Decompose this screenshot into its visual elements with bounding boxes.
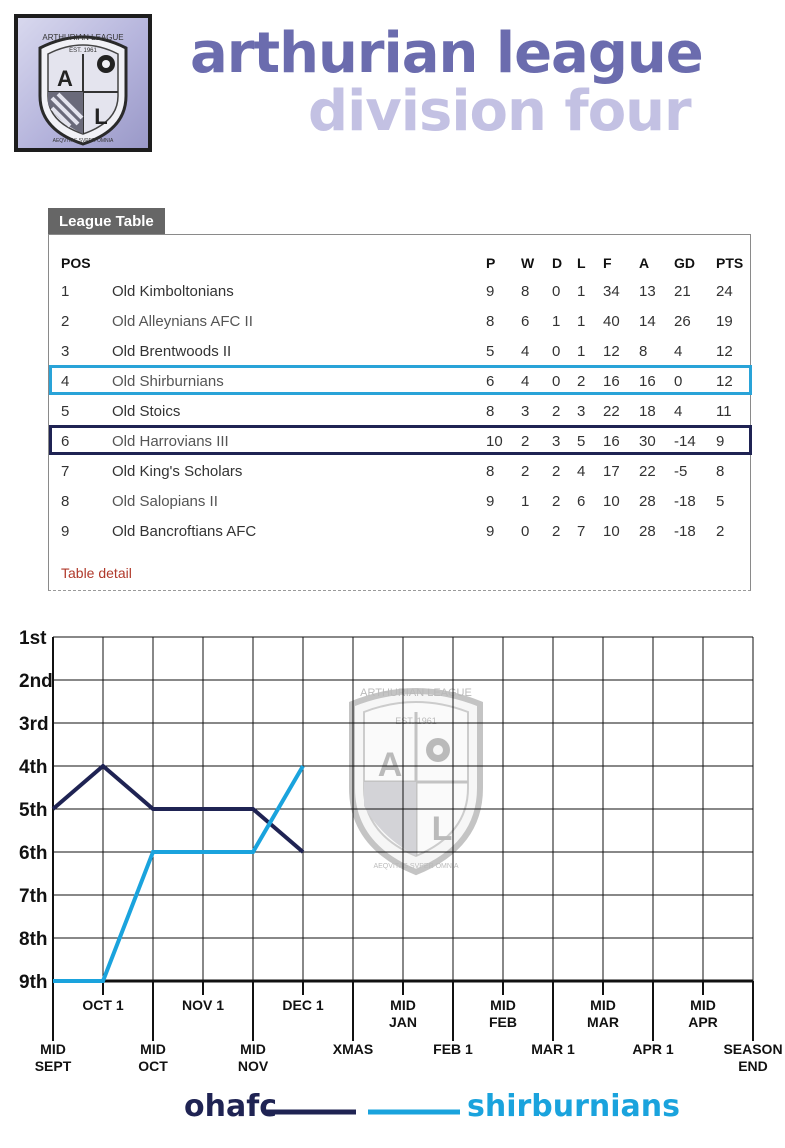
- table-cell: 0: [674, 373, 683, 390]
- table-cell: 30: [639, 433, 656, 450]
- table-cell: 2: [552, 463, 561, 480]
- table-cell: 9: [486, 493, 495, 510]
- table-cell: 7: [577, 523, 586, 540]
- team-name[interactable]: Old Salopians II: [112, 493, 218, 510]
- table-cell: 4: [674, 343, 683, 360]
- y-axis-labels: [19, 628, 53, 993]
- svg-text:L: L: [431, 810, 453, 848]
- watermark-logo: [352, 687, 480, 872]
- page-subtitle: division four: [308, 79, 691, 144]
- x-tick-label-upper: JAN: [388, 1014, 418, 1030]
- table-cell: 8: [486, 403, 495, 420]
- table-cell: 2: [521, 433, 530, 450]
- column-header-w: W: [521, 255, 535, 271]
- table-cell: 24: [716, 283, 733, 300]
- table-cell: 16: [639, 373, 656, 390]
- table-cell: 9: [486, 523, 495, 540]
- table-cell: 40: [603, 313, 620, 330]
- svg-text:AEQVITAS SVPER OMNIA: AEQVITAS SVPER OMNIA: [52, 138, 114, 144]
- legend-shirburnians: shirburnians: [467, 1089, 681, 1124]
- y-tick-label: 2nd: [19, 671, 53, 692]
- column-header-a: A: [639, 255, 650, 271]
- x-axis-labels: [35, 997, 783, 1074]
- svg-text:A: A: [57, 66, 73, 91]
- table-cell: 34: [603, 283, 620, 300]
- page-title: arthurian league: [190, 21, 703, 86]
- svg-text:L: L: [94, 104, 108, 129]
- table-cell: 4: [61, 373, 70, 390]
- svg-text:ARTHURIAN LEAGUE: ARTHURIAN LEAGUE: [42, 33, 124, 42]
- table-cell: 22: [639, 463, 656, 480]
- table-cell: 5: [61, 403, 70, 420]
- x-tick-label-upper: MID: [490, 997, 516, 1013]
- table-cell: 10: [486, 433, 503, 450]
- team-name[interactable]: Old Harrovians III: [112, 433, 229, 450]
- table-cell: 4: [674, 403, 683, 420]
- team-name[interactable]: Old Brentwoods II: [112, 343, 232, 360]
- table-cell: 3: [61, 343, 70, 360]
- chart-grid: [53, 637, 753, 1041]
- table-cell: 22: [603, 403, 620, 420]
- y-tick-label: 4th: [19, 757, 48, 778]
- table-cell: 13: [639, 283, 656, 300]
- x-tick-label-upper: MAR: [587, 1014, 619, 1030]
- table-cell: 5: [577, 433, 586, 450]
- table-cell: 3: [577, 403, 586, 420]
- table-cell: 7: [61, 463, 70, 480]
- table-cell: 26: [674, 313, 691, 330]
- team-name[interactable]: Old Bancroftians AFC: [112, 523, 257, 540]
- table-cell: 9: [716, 433, 725, 450]
- table-cell: 8: [716, 463, 725, 480]
- table-cell: 10: [603, 493, 620, 510]
- table-cell: 6: [577, 493, 586, 510]
- table-cell: 8: [61, 493, 70, 510]
- team-name[interactable]: Old Stoics: [112, 403, 181, 420]
- table-cell: 18: [639, 403, 656, 420]
- table-cell: 0: [552, 343, 561, 360]
- y-tick-label: 9th: [19, 972, 48, 993]
- x-tick-label-lower: XMAS: [332, 1041, 374, 1057]
- y-tick-label: 1st: [19, 628, 47, 649]
- table-cell: 19: [716, 313, 733, 330]
- team-name[interactable]: Old Kimboltonians: [112, 283, 234, 300]
- table-cell: 12: [716, 343, 733, 360]
- table-cell: 9: [486, 283, 495, 300]
- table-cell: 28: [639, 493, 656, 510]
- svg-text:AEQVITAS SVPER OMNIA: AEQVITAS SVPER OMNIA: [373, 863, 459, 870]
- table-cell: 8: [486, 313, 495, 330]
- svg-text:EST. 1961: EST. 1961: [69, 48, 97, 54]
- x-tick-label-upper: MID: [590, 997, 616, 1013]
- svg-text:EST. 1961: EST. 1961: [395, 716, 437, 726]
- table-cell: 8: [486, 463, 495, 480]
- column-header-pts: PTS: [716, 255, 744, 271]
- table-cell: 2: [552, 493, 561, 510]
- column-header-pos: POS: [61, 255, 91, 271]
- table-cell: 1: [521, 493, 530, 510]
- position-chart: [0, 600, 785, 1080]
- x-tick-label-upper: MID: [390, 997, 416, 1013]
- x-tick-label-lower: MAR 1: [531, 1041, 575, 1057]
- svg-text:ARTHURIAN LEAGUE: ARTHURIAN LEAGUE: [360, 687, 472, 699]
- x-tick-label-upper: MID: [690, 997, 716, 1013]
- table-cell: 0: [552, 283, 561, 300]
- chart-series: [53, 766, 303, 981]
- y-tick-label: 5th: [19, 800, 48, 821]
- table-cell: 16: [603, 433, 620, 450]
- x-tick-label-lower: OCT: [138, 1058, 168, 1074]
- table-cell: 16: [603, 373, 620, 390]
- table-cell: 21: [674, 283, 691, 300]
- table-cell: 2: [577, 373, 586, 390]
- team-name[interactable]: Old King's Scholars: [112, 463, 243, 480]
- table-cell: 5: [486, 343, 495, 360]
- table-cell: -5: [674, 463, 688, 480]
- x-tick-label-upper: FEB: [489, 1014, 517, 1030]
- table-cell: 5: [716, 493, 725, 510]
- table-cell: 1: [552, 313, 561, 330]
- table-cell: 2: [716, 523, 725, 540]
- table-cell: 4: [521, 343, 530, 360]
- table-cell: 6: [61, 433, 70, 450]
- svg-text:A: A: [377, 746, 403, 784]
- table-cell: 0: [552, 373, 561, 390]
- table-cell: -18: [674, 493, 696, 510]
- table-cell: 17: [603, 463, 620, 480]
- x-tick-label-lower: MID: [140, 1041, 166, 1057]
- table-cell: 11: [716, 403, 732, 420]
- x-tick-label-upper: NOV 1: [181, 997, 225, 1013]
- table-cell: 1: [61, 283, 70, 300]
- x-tick-label-upper: OCT 1: [82, 997, 124, 1013]
- x-tick-label-lower: SEASON: [723, 1041, 783, 1057]
- y-tick-label: 8th: [19, 929, 48, 950]
- x-tick-label-lower: NOV: [237, 1058, 269, 1074]
- table-cell: 3: [521, 403, 530, 420]
- column-header-l: L: [577, 255, 586, 271]
- legend-lines: [264, 1106, 464, 1118]
- table-cell: 4: [577, 463, 586, 480]
- x-tick-label-upper: APR: [688, 1014, 718, 1030]
- y-tick-label: 3rd: [19, 714, 49, 735]
- x-tick-label-upper: DEC 1: [282, 997, 324, 1013]
- table-cell: 4: [521, 373, 530, 390]
- table-cell: 8: [521, 283, 530, 300]
- series-line-shirburnians: [53, 766, 303, 981]
- league-logo: [14, 14, 152, 152]
- legend-ohafc: ohafc: [184, 1089, 278, 1124]
- column-header-gd: GD: [674, 255, 695, 271]
- column-header-d: D: [552, 255, 563, 271]
- x-tick-label-lower: FEB 1: [433, 1041, 473, 1057]
- x-tick-label-lower: SEPT: [34, 1058, 72, 1074]
- table-cell: 2: [552, 523, 561, 540]
- x-tick-label-lower: APR 1: [632, 1041, 674, 1057]
- column-header-f: F: [603, 255, 612, 271]
- table-cell: 9: [61, 523, 70, 540]
- table-cell: 1: [577, 343, 586, 360]
- table-cell: 28: [639, 523, 656, 540]
- table-cell: -18: [674, 523, 696, 540]
- team-name[interactable]: Old Shirburnians: [112, 373, 224, 390]
- table-cell: 6: [521, 313, 530, 330]
- table-cell: 8: [639, 343, 648, 360]
- x-tick-label-lower: MID: [240, 1041, 266, 1057]
- table-cell: 6: [486, 373, 495, 390]
- table-cell: 14: [639, 313, 656, 330]
- table-cell: 2: [552, 403, 561, 420]
- table-cell: 12: [716, 373, 733, 390]
- table-cell: 0: [521, 523, 530, 540]
- table-detail-link[interactable]: Table detail: [61, 565, 132, 581]
- x-tick-label-lower: MID: [40, 1041, 66, 1057]
- column-header-p: P: [486, 255, 496, 271]
- tab-league-table[interactable]: League Table: [48, 208, 165, 234]
- shield-icon: [18, 18, 148, 148]
- table-cell: 10: [603, 523, 620, 540]
- table-cell: 2: [521, 463, 530, 480]
- table-cell: 1: [577, 313, 586, 330]
- table-cell: 1: [577, 283, 586, 300]
- y-tick-label: 7th: [19, 886, 48, 907]
- table-cell: 2: [61, 313, 70, 330]
- x-tick-label-lower: END: [738, 1058, 768, 1074]
- team-name[interactable]: Old Alleynians AFC II: [112, 313, 253, 330]
- y-tick-label: 6th: [19, 843, 48, 864]
- table-cell: 3: [552, 433, 561, 450]
- table-cell: -14: [674, 433, 696, 450]
- table-cell: 12: [603, 343, 620, 360]
